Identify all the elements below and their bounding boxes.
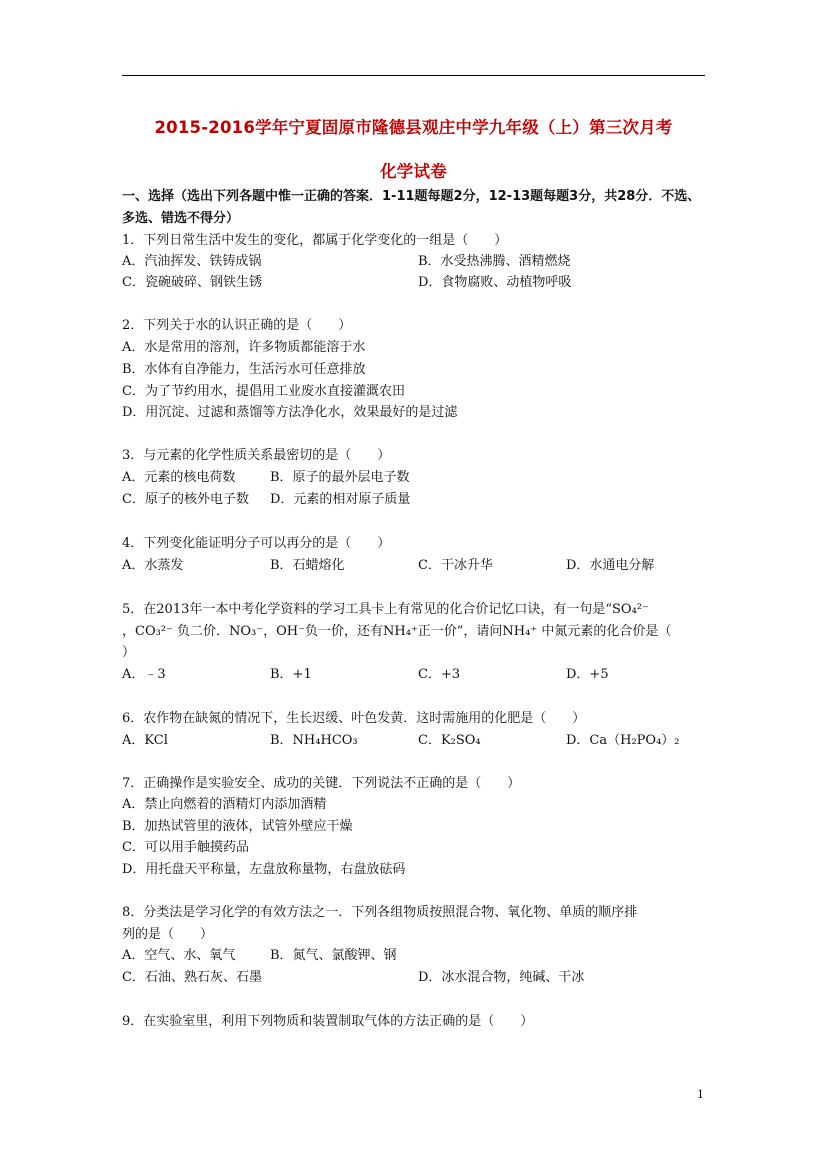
- question-7-stem: 7．正确操作是实验安全、成功的关键．下列说法不正确的是（ ）: [122, 776, 521, 791]
- question-1-option-c: C．瓷碗破碎、钢铁生锈: [122, 275, 262, 290]
- question-2-option-d: D．用沉淀、过滤和蒸馏等方法净化水，效果最好的是过滤: [122, 405, 458, 420]
- question-1-option-b: B．水受热沸腾、酒精燃烧: [418, 254, 571, 269]
- question-3-stem: 3．与元素的化学性质关系最密切的是（ ）: [122, 448, 391, 463]
- question-8-stem-line2: 列的是（ ）: [122, 927, 214, 942]
- question-3-option-b: B．原子的最外层电子数: [270, 470, 410, 485]
- header-rule: [122, 75, 705, 76]
- question-6-option-d: D．Ca（H₂PO₄）₂: [566, 733, 680, 748]
- question-4-option-a: A．水蒸发: [122, 558, 184, 573]
- question-2-option-b: B．水体有自净能力，生活污水可任意排放: [122, 362, 366, 377]
- question-8-option-c: C．石油、熟石灰、石墨: [122, 970, 262, 985]
- question-3-option-d: D．元素的相对原子质量: [270, 492, 411, 507]
- question-8-option-a: A．空气、水、氧气: [122, 948, 236, 963]
- question-7-option-d: D．用托盘天平称量，左盘放称量物，右盘放砝码: [122, 862, 406, 877]
- question-9-stem: 9．在实验室里，利用下列物质和装置制取气体的方法正确的是（ ）: [122, 1014, 534, 1029]
- question-5-option-a: A．﹣3: [122, 667, 166, 682]
- question-7-option-b: B．加热试管里的液体，试管外壁应干燥: [122, 819, 353, 834]
- question-2-option-c: C．为了节约用水，提倡用工业废水直接灌溉农田: [122, 384, 405, 399]
- question-5-option-b: B．+1: [270, 667, 312, 682]
- question-5-option-d: D．+5: [566, 667, 609, 682]
- question-4-stem: 4．下列变化能证明分子可以再分的是（ ）: [122, 536, 391, 551]
- question-1-option-d: D．食物腐败、动植物呼吸: [418, 275, 572, 290]
- question-4-option-d: D．水通电分解: [566, 558, 655, 573]
- question-6-stem: 6．农作物在缺氮的情况下，生长迟缓、叶色发黄．这时需施用的化肥是（ ）: [122, 711, 586, 726]
- question-4-option-c: C．干冰升华: [418, 558, 493, 573]
- question-5-stem-line1: 5．在2013年一本中考化学资料的学习工具卡上有常见的化合价记忆口诀，有一句是“SO₄²⁻: [122, 602, 649, 617]
- question-6-option-c: C．K₂SO₄: [418, 733, 481, 748]
- question-6-option-b: B．NH₄HCO₃: [270, 733, 358, 748]
- question-2-stem: 2．下列关于水的认识正确的是（ ）: [122, 318, 352, 333]
- question-8-option-d: D．冰水混合物，纯碱、干冰: [418, 970, 585, 985]
- question-1-stem: 1．下列日常生活中发生的变化，都属于化学变化的一组是（ ）: [122, 233, 508, 248]
- question-5-stem-line2: ，CO₃²⁻ 负二价．NO₃⁻，OH⁻负一价，还有NH₄⁺正一价”，请问NH₄⁺ 中氮元素的化合价是（: [122, 624, 672, 639]
- page-number: 1: [697, 1088, 704, 1101]
- question-3-option-c: C．原子的核外电子数: [122, 492, 249, 507]
- exam-subtitle: 化学试卷: [380, 162, 447, 181]
- section-heading: 一、选择（选出下列各题中惟一正确的答案．1-11题每题2分，12-13题每题3分，共28分．不选、多选、错选不得分）: [122, 189, 701, 226]
- question-5-stem-line3: ）: [122, 645, 136, 660]
- question-2-option-a: A．水是常用的溶剂，许多物质都能溶于水: [122, 340, 366, 355]
- question-5-option-c: C．+3: [418, 667, 461, 682]
- question-8-option-b: B．氮气、氯酸钾、钢: [270, 948, 397, 963]
- question-7-option-a: A．禁止向燃着的酒精灯内添加酒精: [122, 797, 327, 812]
- question-8-stem-line1: 8．分类法是学习化学的有效方法之一．下列各组物质按照混合物、氧化物、单质的顺序排: [122, 905, 638, 920]
- question-4-option-b: B．石蜡熔化: [270, 558, 345, 573]
- question-6-option-a: A．KCl: [122, 733, 168, 748]
- exam-title: 2015-2016学年宁夏固原市隆德县观庄中学九年级（上）第三次月考: [154, 118, 673, 137]
- question-1-option-a: A．汽油挥发、铁铸成锅: [122, 254, 262, 269]
- question-7-option-c: C．可以用手触摸药品: [122, 840, 249, 855]
- question-3-option-a: A．元素的核电荷数: [122, 470, 236, 485]
